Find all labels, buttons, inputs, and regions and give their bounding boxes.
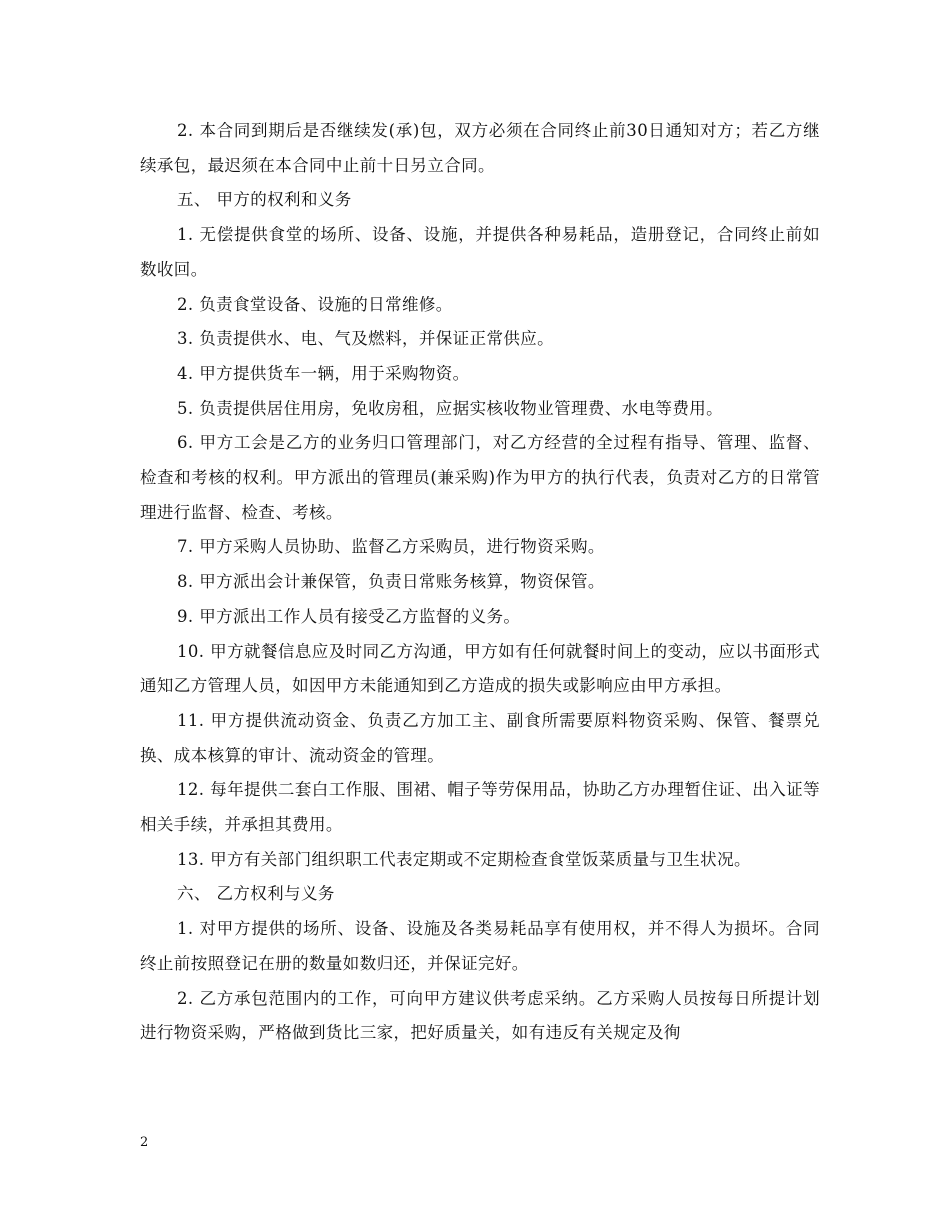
paragraph-5-11: 11. 甲方提供流动资金、负责乙方加工主、副食所需要原料物资采购、保管、餐票兑换、成本核算的审计、流动资金的管理。	[140, 710, 820, 765]
paragraph-6-1: 1. 对甲方提供的场所、设备、设施及各类易耗品享有使用权，并不得人为损坏。合同终止前按照登记在册的数量如数归还，并保证完好。	[140, 919, 820, 973]
document-body	[140, 114, 820, 1051]
paragraph-5-6: 6. 甲方工会是乙方的业务归口管理部门，对乙方经营的全过程有指导、管理、监督、检查和考核的权利。甲方派出的管理员(兼采购)作为甲方的执行代表，负责对乙方的日常管理进行监督、检查、考核。	[140, 433, 820, 522]
paragraph-5-5: 5. 负责提供居住用房，免收房租，应据实核收物业管理费、水电等费用。	[177, 398, 724, 418]
paragraph-5-13: 13. 甲方有关部门组织职工代表定期或不定期检查食堂饭菜质量与卫生状况。	[177, 849, 751, 869]
section-heading-6: 六、 乙方权利与义务	[177, 884, 335, 904]
paragraph-5-3: 3. 负责提供水、电、气及燃料，并保证正常供应。	[177, 329, 555, 349]
paragraph-5-4: 4. 甲方提供货车一辆，用于采购物资。	[177, 363, 470, 383]
paragraph-5-7: 7. 甲方采购人员协助、监督乙方采购员，进行物资采购。	[177, 537, 605, 557]
paragraph-5-12: 12. 每年提供二套白工作服、围裙、帽子等劳保用品，协助乙方办理暂住证、出入证等相关手续，并承担其费用。	[140, 780, 820, 835]
paragraph-4-2: 2. 本合同到期后是否继续发(承)包，双方必须在合同终止前30日通知对方；若乙方继续承包，最迟须在本合同中止前十日另立合同。	[140, 121, 820, 175]
section-heading-5: 五、 甲方的权利和义务	[177, 190, 352, 210]
page-number: 2	[140, 1135, 149, 1150]
paragraph-5-9: 9. 甲方派出工作人员有接受乙方监督的义务。	[177, 606, 521, 626]
paragraph-6-2: 2. 乙方承包范围内的工作，可向甲方建议供考虑采纳。乙方采购人员按每日所提计划进行物资采购，严格做到货比三家，把好质量关，如有违反有关规定及徇	[140, 988, 820, 1043]
paragraph-5-10: 10. 甲方就餐信息应及时同乙方沟通，甲方如有任何就餐时间上的变动，应以书面形式通知乙方管理人员，如因甲方未能通知到乙方造成的损失或影响应由甲方承担。	[140, 641, 820, 696]
paragraph-5-2: 2. 负责食堂设备、设施的日常维修。	[177, 294, 453, 314]
paragraph-5-8: 8. 甲方派出会计兼保管，负责日常账务核算，物资保管。	[177, 572, 605, 592]
paragraph-5-1: 1. 无偿提供食堂的场所、设备、设施，并提供各种易耗品，造册登记，合同终止前如数收回。	[140, 225, 820, 279]
